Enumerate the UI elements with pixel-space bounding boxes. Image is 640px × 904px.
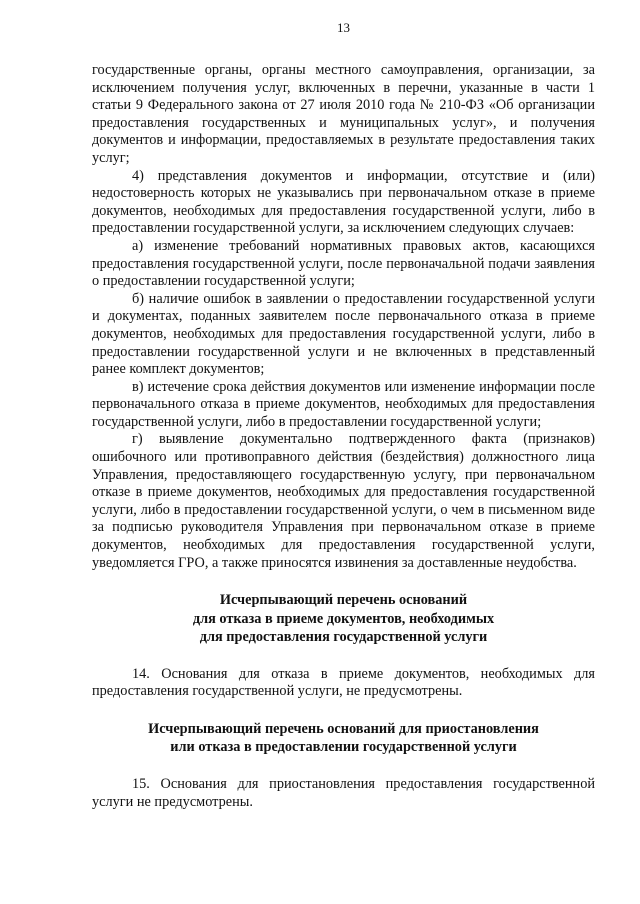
heading-line: для предоставления государственной услуги — [199, 629, 488, 646]
body-text — [92, 62, 595, 572]
paragraph-subitem-b: б) наличие ошибок в заявлении о предоставлении государственной услуги и документах, поданных заявителем после первоначального отказа в приеме документов, необходимых для предоставления государственной услуги, либо в предоставлении государственной услуги и не включенных в представленный ранее комплект документов; — [92, 290, 595, 378]
paragraph-14: 14. Основания для отказа в приеме документов, необходимых для предоставления государственной услуги, не предусмотрены. — [92, 665, 595, 700]
heading-line: или отказа в предоставлении государственной услуги — [170, 739, 517, 756]
paragraph-15: 15. Основания для приостановления предоставления государственной услуги не предусмотрены. — [92, 775, 595, 810]
page-number: 13 — [337, 20, 350, 35]
heading-line: Исчерпывающий перечень оснований — [219, 592, 468, 609]
paragraph-continuation: государственные органы, органы местного самоуправления, организации, за исключением получения услуг, включенных в перечни, указанные в части 1 статьи 9 Федерального закона от 27 июля 2010 года № 210-ФЗ «Об организации предоставления государственных и муниципальных услуг», и получения документов и информации, предоставляемых в результате предоставления таких услуг; — [92, 62, 595, 166]
paragraph-subitem-v: в) истечение срока действия документов или изменение информации после первоначального отказа в приеме документов, необходимых для предоставления государственной услуги, либо в предоставлении государственной услуги; — [92, 378, 595, 430]
section-heading-suspension-refusal — [92, 720, 595, 757]
heading-line: Исчерпывающий перечень оснований для приостановления — [148, 720, 539, 737]
paragraph-item-4: 4) представления документов и информации, отсутствие и (или) недостоверность которых не указывались при первоначальном отказе в приеме документов, необходимых для предоставления государственной услуги, либо в предоставлении государственной услуги, за исключением следующих случаев: — [92, 167, 595, 237]
paragraph-subitem-a: а) изменение требований нормативных правовых актов, касающихся предоставления государственной услуги, после первоначальной подачи заявления о предоставлении государственной услуги; — [92, 237, 595, 290]
heading-line: для отказа в приеме документов, необходимых — [192, 610, 495, 627]
paragraph-subitem-g: г) выявление документально подтвержденного факта (признаков) ошибочного или противоправного действия (бездействия) должностного лица Управления, предоставляющего государственную услугу, при первоначальном отказе в приеме документов, необходимых для предоставления государственной услуги, либо в предоставлении государственной услуги, о чем в письменном виде за подписью руководителя Управления при первоначальном отказе в приеме документов, необходимых для предоставления государственной услуги, уведомляется ГРО, а также приносятся извинения за доставленные неудобства. — [92, 431, 595, 571]
section-heading-refusal-documents — [92, 591, 595, 647]
